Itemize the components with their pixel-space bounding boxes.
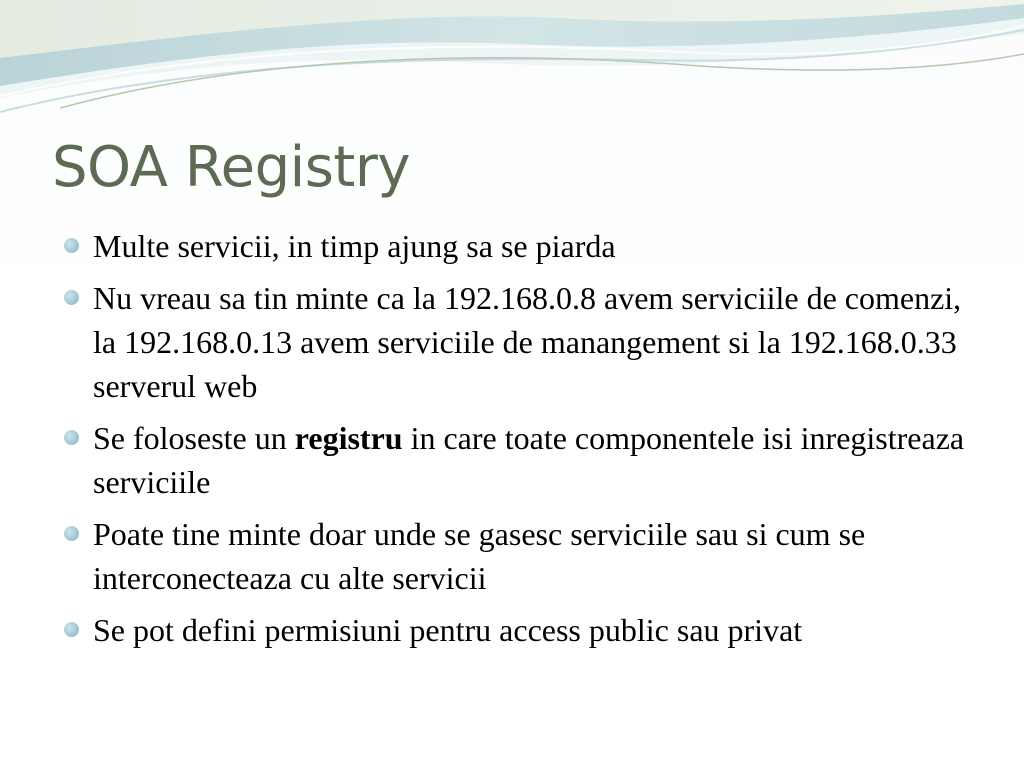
bullet-text-segment: Multe servicii, in timp ajung sa se piarda bbox=[93, 228, 616, 264]
decorative-wave-header bbox=[0, 0, 1024, 130]
circle-bullet-icon bbox=[64, 290, 79, 305]
bullet-text bbox=[93, 420, 964, 500]
slide-title: SOA Registry bbox=[52, 135, 410, 200]
circle-bullet-icon bbox=[64, 526, 79, 541]
bullet-item bbox=[62, 276, 982, 408]
circle-bullet-icon bbox=[64, 622, 79, 637]
bullet-text-segment: Se foloseste un bbox=[93, 420, 295, 456]
bullet-item bbox=[62, 416, 982, 504]
bullet-text bbox=[93, 228, 616, 264]
bullet-text-emphasis: registru bbox=[294, 420, 403, 456]
bullet-item bbox=[62, 224, 982, 268]
circle-bullet-icon bbox=[64, 430, 79, 445]
bullet-text bbox=[93, 280, 961, 404]
bullet-text-segment: Nu vreau sa tin minte ca la 192.168.0.8 avem serviciile de comenzi, la 192.168.0.13 avem serviciile de manangement si la 192.168.0.33 serverul web bbox=[93, 280, 962, 404]
bullet-item bbox=[62, 608, 982, 652]
circle-bullet-icon bbox=[64, 238, 79, 253]
bullet-text-segment: Se pot defini permisiuni pentru access public sau privat bbox=[93, 612, 803, 648]
bullet-list bbox=[62, 224, 982, 660]
bullet-text-segment: in care toate componentele isi inregistreaza serviciile bbox=[93, 420, 965, 500]
bullet-text-segment: Poate tine minte doar unde se gasesc serviciile sau si cum se interconecteaza cu alte servicii bbox=[93, 516, 866, 596]
bullet-text bbox=[93, 612, 802, 648]
bullet-item bbox=[62, 512, 982, 600]
bullet-text bbox=[93, 516, 865, 596]
